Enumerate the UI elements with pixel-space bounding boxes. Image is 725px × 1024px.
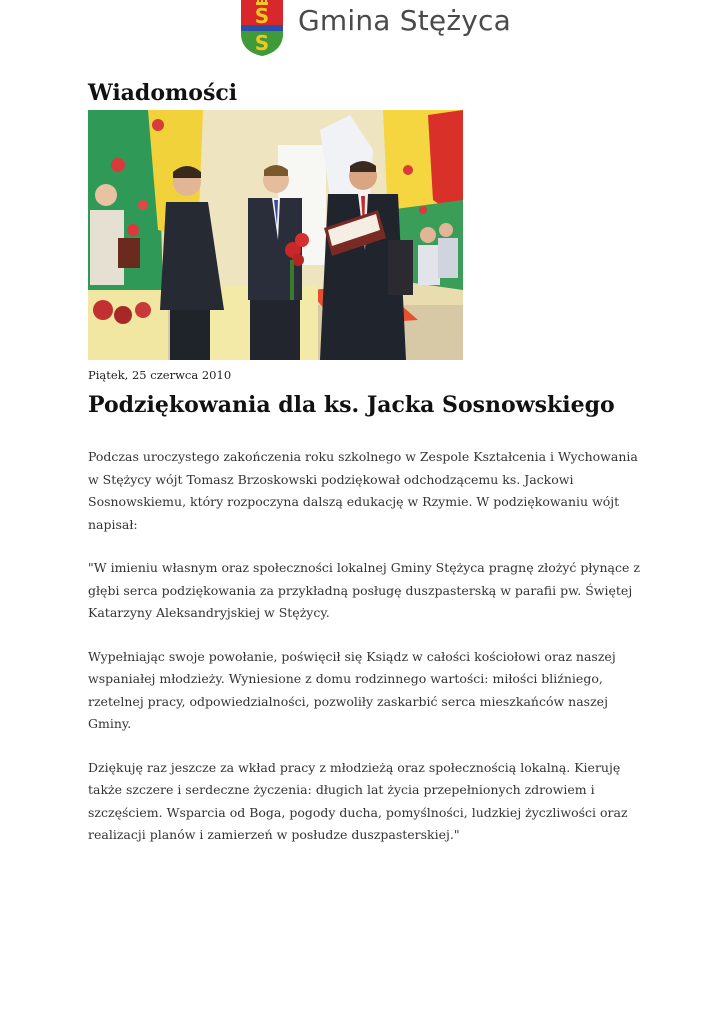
article-title: Podziękowania dla ks. Jacka Sosnowskiego	[88, 392, 615, 418]
municipality-crest-icon[interactable]	[240, 0, 284, 56]
article-paragraph: Wypełniając swoje powołanie, poświęcił się Ksiądz w całości kościołowi oraz naszej wspaniałej młodzieży. Wyniesione z domu rodzinnego wartości: miłości bliźniego, rzetelnej pracy, odpowiedzialności, pozwoliły zaskarbić serca mieszkańców naszej Gminy.	[88, 648, 616, 731]
crest-letter-top: S	[254, 4, 270, 28]
article-paragraph: Podczas uroczystego zakończenia roku szkolnego w Zespole Kształcenia i Wychowania w Stężycy wójt Tomasz Brzoskowski podziękował odchodzącemu ks. Jackowi Sosnowskiemu, który rozpoczyna dalszą edukację w Rzymie. W podziękowaniu wójt napisał:	[88, 449, 638, 532]
site-name[interactable]: Gmina Stężyca	[298, 4, 511, 37]
article-paragraph: Dziękuję raz jeszcze za wkład pracy z młodzieżą oraz społecznością lokalną. Kieruję także szczere i serdeczne życzenia: długich lat życia przepełnionych zdrowiem i szczęściem. Wsparcia od Boga, pogody ducha, pomyślności, ludzkiej życzliwości oraz realizacji planów i zamierzeń w posłudze duszpasterskiej."	[88, 759, 628, 842]
article-photo	[88, 110, 463, 360]
article-body	[88, 446, 648, 868]
crest-letter-bottom: S	[254, 31, 270, 55]
article-paragraph: "W imieniu własnym oraz społeczności lokalnej Gminy Stężyca pragnę złożyć płynące z głębi serca podziękowania za przykładną posługę duszpasterską w parafii pw. Świętej Katarzyny Aleksandryjskiej w Stężycy.	[88, 560, 640, 620]
site-header	[0, 0, 725, 58]
section-title: Wiadomości	[88, 80, 238, 106]
article-date: Piątek, 25 czerwca 2010	[88, 368, 232, 382]
